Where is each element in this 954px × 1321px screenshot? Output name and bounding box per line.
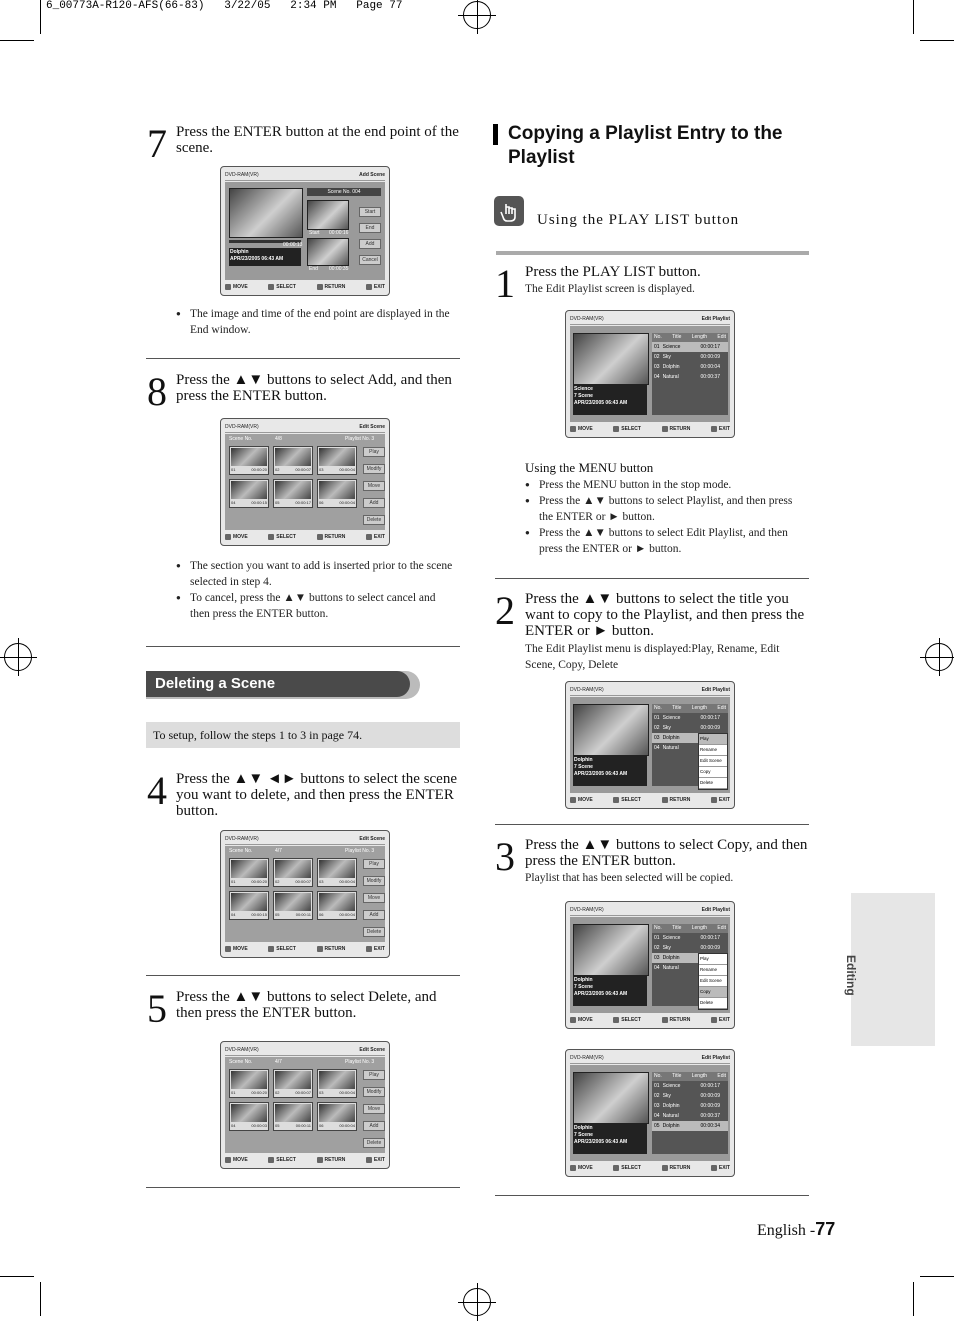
select-icon	[613, 797, 619, 803]
move-button[interactable]: Move	[363, 1104, 385, 1114]
step7-notes: ● The image and time of the end point are displayed in the End window.	[176, 306, 456, 338]
step-number: 8	[147, 369, 167, 414]
return-icon	[662, 1017, 668, 1023]
edit-menu	[698, 953, 728, 1010]
divider	[495, 578, 809, 579]
scene-thumb[interactable]: 02 00:00:07	[273, 1069, 313, 1098]
step-text: Press the ▲▼ buttons to select Delete, and then press the ENTER button.	[176, 989, 437, 1021]
divider	[146, 358, 460, 359]
page-number: English -77	[757, 1219, 836, 1239]
subheading: Using the PLAY LIST button	[537, 212, 740, 228]
exit-icon	[711, 797, 717, 803]
play-button[interactable]: Play	[363, 447, 385, 457]
move-icon	[570, 426, 576, 432]
scene-number: Scene No. 004	[307, 188, 381, 196]
select-icon	[268, 1157, 274, 1163]
end-thumbnail	[307, 238, 349, 266]
step-subtext: The Edit Playlist screen is displayed.	[525, 283, 695, 295]
step-number: 5	[147, 986, 167, 1031]
playlist-table: No. Title Length Edit 01 Science 00:00:17 02 Sky 00:00:09 03 Dolphin 00:00:04 04 Natural 00:00:37	[652, 333, 728, 415]
step-subtext: The Edit Playlist menu is displayed:Play, Rename, Edit Scene, Copy, Delete	[525, 643, 780, 671]
cancel-button[interactable]: Cancel	[359, 255, 381, 265]
scene-thumb[interactable]: 05 00:00:17	[273, 479, 313, 508]
playlist-row[interactable]: 03 Dolphin 00:00:09	[654, 1103, 720, 1109]
subheading-rule	[496, 251, 809, 255]
title-info: Dolphin 7 Scene APR/23/2005 06:43 AM	[573, 976, 647, 1006]
divider	[495, 1195, 809, 1196]
start-button[interactable]: Start	[359, 207, 381, 217]
playlist-row[interactable]: 04 Natural 00:00:37	[654, 1113, 720, 1119]
move-icon	[570, 1017, 576, 1023]
step-text: Press the ▲▼ buttons to select Copy, and then press the ENTER button.	[525, 837, 808, 869]
edit-scene-screen: DVD-RAM(VR) Edit Scene Scene No. 4/8 Playlist No. 3 01 00:00:20 02 00:00:07 03 00:00:04 04 00:00:15 05 00:00:17 06 00:00:04 Play Modify Move Add Delete MOVE SELECT RETURN EXIT	[220, 418, 390, 546]
step-text: Press the ENTER button at the end point of the scene.	[176, 124, 459, 156]
menu-item-play[interactable]: Play	[699, 734, 727, 745]
return-icon	[317, 946, 323, 952]
step-number: 3	[495, 834, 515, 879]
step8-notes: ● The section you want to add is inserted prior to the scene selected in step 4. ● To cancel, press the ▲▼ buttons to select cancel and then press the ENTER button.	[176, 558, 456, 622]
playlist-row[interactable]: 04 Natural	[654, 745, 679, 751]
add-scene-screen: DVD-RAM(VR) Add Scene 00:00:13 Dolphin APR/23/2005 06:43 AM Scene No. 004 Start 00:00:16 End 00:00:35 Start End Add Cancel MOVE SELECT RETURN EXIT	[220, 166, 390, 296]
exit-icon	[366, 1157, 372, 1163]
playlist-row[interactable]: 01 Science 00:00:17	[652, 342, 728, 352]
playlist-row[interactable]: 02 Sky 00:00:09	[654, 725, 720, 731]
modify-button[interactable]: Modify	[363, 464, 385, 474]
chapter-tab-label: Editing	[844, 955, 858, 996]
playlist-row[interactable]: 04 Natural 00:00:37	[654, 374, 720, 380]
select-icon	[268, 534, 274, 540]
scene-thumb[interactable]: 01 00:00:20	[229, 1069, 269, 1098]
select-icon	[268, 284, 274, 290]
step-number: 2	[495, 588, 515, 633]
select-icon	[613, 1017, 619, 1023]
title-accent-bar	[493, 124, 498, 145]
return-icon	[662, 426, 668, 432]
scene-thumb[interactable]: 04 00:00:15	[229, 479, 269, 508]
edit-scene-screen: DVD-RAM(VR) Edit Scene Scene No. 4/7 Playlist No. 3 01 00:00:20 02 00:00:07 03 00:00:04 04 00:00:03 05 00:00:11 06 00:00:04 Play Modify Move Add Delete MOVE SELECT RETURN EXIT	[220, 1041, 390, 1169]
playlist-row[interactable]: 03 Dolphin	[652, 733, 728, 743]
scene-thumbnails	[229, 1069, 357, 1131]
scene-thumb[interactable]: 03 00:00:04	[317, 446, 357, 475]
edit-playlist-screen: DVD-RAM(VR) Edit Playlist Dolphin 7 Scene APR/23/2005 06:43 AM No. Title Length Edit 01 Science 00:00:17 02 Sky 00:00:09 03 Dolphin 00:00:09 04 Natural 00:00:37 05 Dolphin 00:00:34 MOVE SELECT RETURN EXIT	[565, 1049, 735, 1177]
crop-mark	[920, 40, 954, 41]
exit-icon	[711, 1017, 717, 1023]
step-text: Press the ▲▼ buttons to select the title you want to copy to the Playlist, and then press the ENTER or ► button.	[525, 591, 805, 639]
crop-mark	[913, 1282, 914, 1316]
scene-thumb[interactable]: 06 00:00:04	[317, 1102, 357, 1131]
return-icon	[662, 797, 668, 803]
crop-mark	[40, 1282, 41, 1316]
edit-playlist-screen: DVD-RAM(VR) Edit Playlist Dolphin 7 Scene APR/23/2005 06:43 AM No. Title Length Edit 01 Science 00:00:17 02 Sky 00:00:09 03 Dolphin 04 Natural Play Rename Edit Scene Copy Delete MOVE SELECT RETURN EXIT	[565, 901, 735, 1029]
device-label: DVD-RAM(VR)	[225, 172, 259, 178]
chapter-tab	[851, 893, 935, 1046]
move-icon	[570, 1165, 576, 1171]
playlist-row[interactable]: 01 Science 00:00:17	[654, 715, 720, 721]
delete-button[interactable]: Delete	[363, 1138, 385, 1148]
return-icon	[317, 534, 323, 540]
menu-item-delete[interactable]: Delete	[699, 778, 727, 789]
exit-icon	[366, 946, 372, 952]
menu-item-rename[interactable]: Rename	[699, 965, 727, 976]
divider	[146, 1187, 460, 1188]
crop-mark	[913, 0, 914, 34]
title-info: Dolphin 7 Scene APR/23/2005 06:43 AM	[573, 1124, 647, 1154]
divider	[146, 975, 460, 976]
scene-thumbnails	[229, 858, 357, 920]
current-time: 00:00:13	[283, 242, 303, 248]
divider	[146, 646, 460, 647]
add-button[interactable]: Add	[359, 239, 381, 249]
scene-thumb[interactable]: 06 00:00:04	[317, 479, 357, 508]
scene-thumb[interactable]: 05 00:00:11	[273, 1102, 313, 1131]
setup-note: To setup, follow the steps 1 to 3 in page 74.	[146, 722, 460, 748]
exit-icon	[711, 1165, 717, 1171]
crop-mark	[920, 1276, 954, 1277]
step-text: Press the ▲▼ ◄► buttons to select the scene you want to delete, and then press the ENTER button.	[176, 771, 458, 819]
menu-steps: ● Press the MENU button in the stop mode. ● Press the ▲▼ buttons to select Playlist, and then press the ENTER or ► button. ● Press the ▲▼ buttons to select Edit Playlist, and then press the ENTER or ► button.	[525, 477, 809, 557]
title-info: Dolphin 7 Scene APR/23/2005 06:43 AM	[573, 756, 647, 786]
playlist-row[interactable]: 04 Natural	[654, 965, 679, 971]
return-icon	[317, 284, 323, 290]
select-icon	[613, 426, 619, 432]
step-text: Press the PLAY LIST button.	[525, 264, 701, 280]
play-button[interactable]: Play	[363, 1070, 385, 1080]
step-number: 1	[495, 261, 515, 306]
select-icon	[613, 1165, 619, 1171]
preview-image	[573, 924, 649, 976]
playlist-row[interactable]: 02 Sky 00:00:09	[654, 945, 720, 951]
exit-icon	[366, 284, 372, 290]
move-icon	[225, 534, 231, 540]
playlist-row[interactable]: 01 Science 00:00:17	[654, 1083, 720, 1089]
playlist-table: No. Title Length Edit 01 Science 00:00:17 02 Sky 00:00:09 03 Dolphin 04 Natural	[652, 704, 728, 786]
start-label: Start	[309, 230, 320, 236]
menu-item-play[interactable]: Play	[699, 954, 727, 965]
scene-thumb[interactable]: 03 00:00:04	[317, 858, 357, 887]
step-subtext: Playlist that has been selected will be copied.	[525, 872, 734, 884]
scene-thumbnails	[229, 446, 357, 508]
move-icon	[225, 284, 231, 290]
delete-button[interactable]: Delete	[363, 515, 385, 525]
preview-image	[573, 704, 649, 756]
screen-title: Add Scene	[359, 172, 385, 178]
menu-item-edit-scene[interactable]: Edit Scene	[699, 976, 727, 987]
crop-mark	[0, 40, 34, 41]
end-label: End	[309, 266, 318, 272]
print-header: 6_00773A-R120-AFS(66-83) 3/22/05 2:34 PM Page 77	[46, 0, 403, 12]
menu-heading: Using the MENU button	[525, 460, 654, 475]
scene-thumb[interactable]: 02 00:00:07	[273, 446, 313, 475]
move-icon	[570, 797, 576, 803]
playlist-table: No. Title Length Edit 01 Science 00:00:17 02 Sky 00:00:09 03 Dolphin 04 Natural	[652, 924, 728, 1006]
exit-icon	[366, 534, 372, 540]
menu-item-copy[interactable]: Copy	[699, 987, 727, 998]
menu-item-delete[interactable]: Delete	[699, 998, 727, 1009]
step-text: Press the ▲▼ buttons to select Add, and then press the ENTER button.	[176, 372, 452, 404]
playlist-row[interactable]: 05 Dolphin 00:00:34	[652, 1121, 728, 1131]
title-info: Dolphin APR/23/2005 06:43 AM	[229, 248, 301, 266]
crop-mark	[40, 0, 41, 34]
scene-thumb[interactable]: 06 00:00:04	[317, 891, 357, 920]
divider	[495, 824, 809, 825]
play-button[interactable]: Play	[363, 859, 385, 869]
modify-button[interactable]: Modify	[363, 876, 385, 886]
scene-thumb[interactable]: 01 00:00:20	[229, 446, 269, 475]
add-button[interactable]: Add	[363, 498, 385, 508]
scene-thumb[interactable]: 05 00:00:11	[273, 891, 313, 920]
delete-button[interactable]: Delete	[363, 927, 385, 937]
scene-thumb[interactable]: 03 00:00:04	[317, 1069, 357, 1098]
step-number: 4	[147, 768, 167, 813]
hand-touch-icon	[494, 196, 524, 226]
move-icon	[225, 1157, 231, 1163]
registration-mark	[463, 1, 491, 29]
preview-image	[573, 333, 649, 385]
registration-mark	[925, 643, 953, 671]
exit-icon	[711, 426, 717, 432]
playlist-row[interactable]: 02 Sky 00:00:09	[654, 1093, 720, 1099]
menu-item-copy[interactable]: Copy	[699, 767, 727, 778]
return-icon	[662, 1165, 668, 1171]
scene-thumb[interactable]: 04 00:00:03	[229, 1102, 269, 1131]
add-button[interactable]: Add	[363, 910, 385, 920]
return-icon	[317, 1157, 323, 1163]
playlist-row[interactable]: 01 Science 00:00:17	[654, 935, 720, 941]
registration-mark	[463, 1288, 491, 1316]
playlist-row[interactable]: 03 Dolphin 00:00:04	[654, 364, 720, 370]
add-button[interactable]: Add	[363, 1121, 385, 1131]
start-thumbnail	[307, 200, 349, 230]
playlist-row[interactable]: 02 Sky 00:00:09	[654, 354, 720, 360]
section-title: Deleting a Scene	[146, 671, 410, 697]
section-title: Copying a Playlist Entry to the Playlist	[508, 123, 783, 168]
scene-thumb[interactable]: 01 00:00:20	[229, 858, 269, 887]
edit-menu	[698, 733, 728, 790]
playlist-row[interactable]: 03 Dolphin	[652, 953, 728, 963]
crop-mark	[0, 1276, 34, 1277]
scene-thumb[interactable]: 04 00:00:15	[229, 891, 269, 920]
registration-mark	[4, 643, 32, 671]
start-time: 00:00:16	[329, 230, 349, 236]
preview-image	[229, 188, 303, 238]
move-button[interactable]: Move	[363, 481, 385, 491]
menu-item-rename[interactable]: Rename	[699, 745, 727, 756]
edit-scene-screen: DVD-RAM(VR) Edit Scene Scene No. 4/7 Playlist No. 3 01 00:00:20 02 00:00:07 03 00:00:04 04 00:00:15 05 00:00:11 06 00:00:04 Play Modify Move Add Delete MOVE SELECT RETURN EXIT	[220, 830, 390, 958]
end-button[interactable]: End	[359, 223, 381, 233]
end-time: 00:00:35	[329, 266, 349, 272]
title-info: Science 7 Scene APR/23/2005 06:43 AM	[573, 385, 647, 415]
move-icon	[225, 946, 231, 952]
step-number: 7	[147, 121, 167, 166]
edit-playlist-screen: DVD-RAM(VR) Edit Playlist Science 7 Scene APR/23/2005 06:43 AM No. Title Length Edit 01 Science 00:00:17 02 Sky 00:00:09 03 Dolphin 00:00:04 04 Natural 00:00:37 MOVE SELECT RETURN EXIT	[565, 310, 735, 438]
playlist-table: No. Title Length Edit 01 Science 00:00:17 02 Sky 00:00:09 03 Dolphin 00:00:09 04 Natural 00:00:37 05 Dolphin 00:00:34	[652, 1072, 728, 1154]
preview-image	[573, 1072, 649, 1124]
move-button[interactable]: Move	[363, 893, 385, 903]
select-icon	[268, 946, 274, 952]
modify-button[interactable]: Modify	[363, 1087, 385, 1097]
edit-playlist-screen: DVD-RAM(VR) Edit Playlist Dolphin 7 Scene APR/23/2005 06:43 AM No. Title Length Edit 01 Science 00:00:17 02 Sky 00:00:09 03 Dolphin 04 Natural Play Rename Edit Scene Copy Delete MOVE SELECT RETURN EXIT	[565, 681, 735, 809]
menu-item-edit-scene[interactable]: Edit Scene	[699, 756, 727, 767]
scene-thumb[interactable]: 02 00:00:07	[273, 858, 313, 887]
